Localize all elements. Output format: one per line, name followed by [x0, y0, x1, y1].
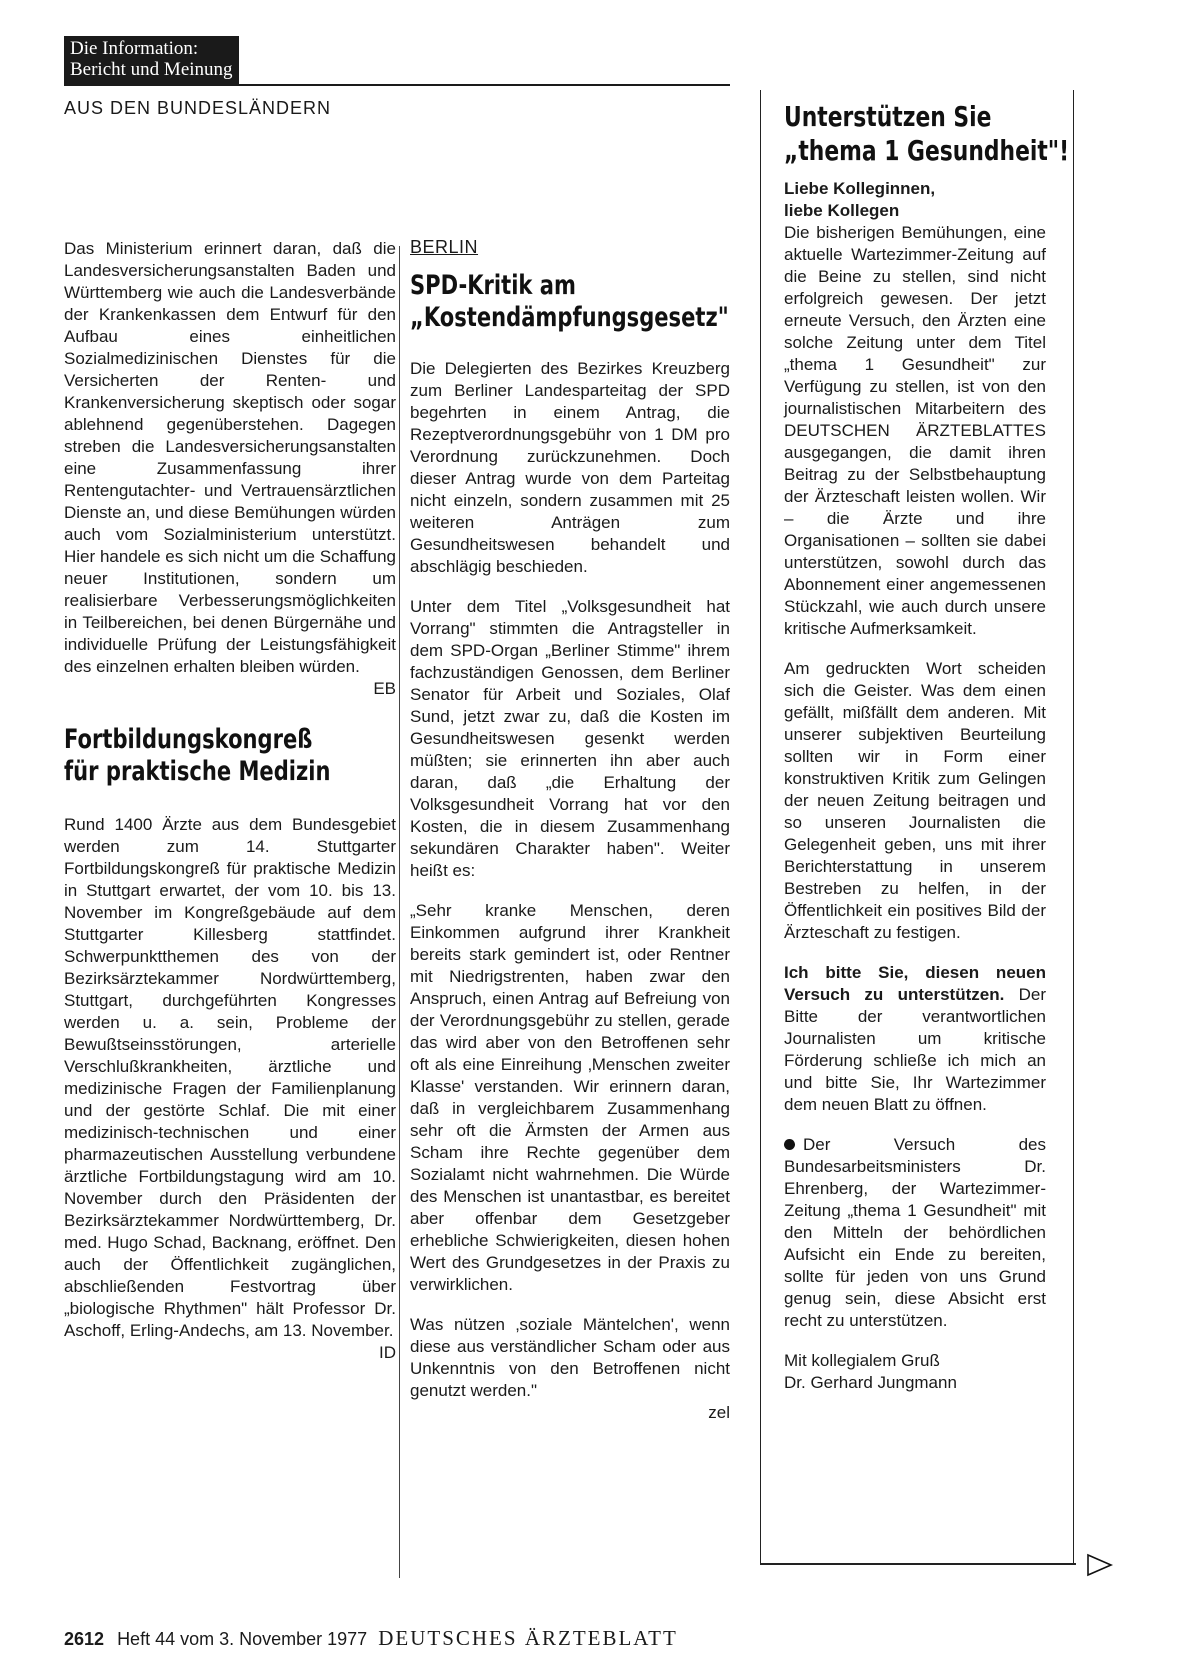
masthead: DEUTSCHES ÄRZTEBLATT: [378, 1626, 678, 1650]
section-label: AUS DEN BUNDESLÄNDERN: [64, 98, 332, 118]
signoff-eb: [64, 678, 396, 700]
rubric-line-1: Die Information:: [70, 38, 199, 59]
signoff-zel: [410, 1402, 730, 1424]
salutation: [784, 178, 1046, 222]
article-headline-congress: [64, 724, 396, 788]
appeal-request: Ich bitte Sie, diesen neuen Versuch zu unterstützen.: [784, 963, 1046, 1004]
issue-info: Heft 44 vom 3. November 1977: [117, 1629, 368, 1649]
appeal-headline: [784, 100, 1070, 168]
appeal-paragraph-2: Am gedruckten Wort scheiden sich die Geister. Was dem einen gefällt, mißfällt dem anderen. Mit unserer subjektiven Beurteilung sollten wir in Form einer konstruktiven Kritik zum Gelingen der neuen Zeitung beitragen und so unseren Journalisten die Gelegenheit geben, uns mit ihrer Berichterstattung in unserem Bestreben zu helfen, in der Öffentlichkeit ein positives Bild der Ärzteschaft zu festigen.: [784, 659, 1046, 942]
headline-line-1: SPD-Kritik am: [410, 270, 576, 301]
appeal-paragraph-3: [784, 962, 1046, 1116]
spd-paragraph-2: Unter dem Titel „Volksgesundheit hat Vorrang" stimmten die Antragsteller in dem SPD-Organ „Berliner Stimme" ihrem fachzuständigen Genossen, dem Berliner Senator für Arbeit und Soziales, Olaf Sund, jetzt zwar zu, daß die Kosten im Gesundheitswesen gesenkt werden müßten; sie erinnerten ihn aber auch daran, daß „die Erhaltung der Volksgesundheit Vorrang hat vor den Kosten, die in diesem Zusammenhang sekundären Charakter haben". Weiter heißt es:: [410, 597, 730, 880]
congress-paragraph: Rund 1400 Ärzte aus dem Bundesgebiet werden zum 14. Stuttgarter Fortbildungskongreß für praktische Medizin in Stuttgart erwartet, der vom 10. bis 13. November im Kongreßgebäude auf dem Stuttgarter Killesberg stattfindet. Schwerpunktthemen des von der Bezirksärztekammer Nordwürttemberg, Stuttgart, durchgeführten Kongresses werden u. a. sein, Probleme der Bewußtseinsstörungen, arterielle Verschlußkrankheiten, ärztliche und medizinische Fragen der Familienplanung und der gestörte Schlaf. Die mit einer medizinisch-technischen und einer pharmazeutischen Ausstellung verbundene ärztliche Fortbildungstagung wird am 10. November durch den Präsidenten der Bezirksärztekammer Nordwürttemberg, Dr. med. Hugo Schad, Backnang, eröffnet. Den auch der Öffentlichkeit zugänglichen, abschließenden Festvortrag über „biologische Rhythmen" hält Professor Dr. Aschoff, Erling-Andechs, am 13. November.: [64, 815, 396, 1340]
author-initials: ID: [379, 1343, 396, 1362]
spd-paragraph-1: Die Delegierten des Bezirkes Kreuzberg zum Berliner Landesparteitag der SPD begehrten in einem Antrag, die Rezeptverordnungsgebühr von 1 DM pro Verordnung zurückzunehmen. Doch dieser Antrag wurde von dem Parteitag nicht einzeln, sondern zusammen mit 25 weiteren Anträgen zum Gesundheitswesen behandelt und abschlägig beschieden.: [410, 359, 730, 576]
appeal-box-bottom-rule: [760, 1563, 1076, 1565]
ministry-paragraph: Das Ministerium erinnert daran, daß die Landesversicherungsanstalten Baden und Württemberg wie auch die Landesverbände der Krankenkassen dem Entwurf für den Aufbau eines einheitlichen Sozialmedizinischen Dienstes für die Versicherten der Renten- und Krankenversicherung skeptisch oder sogar ablehnend gegenüberstehen. Dagegen streben die Landesversicherungsanstalten eine Zusammenfassung ihrer Rentengutachter- und Vertrauensärztlichen Dienste an, und diese Bemühungen würden auch vom Sozialministerium unterstützt. Hier handele es sich nicht um die Schaffung neuer Institutionen, sondern um realisierbare Verbesserungsmöglichkeiten in Teilbereichen, bei denen Bürgernähe und individuelle Prüfung der Leistungsfähigkeit des einzelnen erhalten bleiben würden.: [64, 239, 396, 676]
author-initials: EB: [373, 679, 396, 698]
headline-line-1: Unterstützen Sie: [784, 100, 992, 133]
spd-paragraph-4: Was nützen ‚soziale Mäntelchen', wenn diese aus verständlicher Scham oder aus Unkenntnis von den Betroffenen nicht genutzt werden.": [410, 1315, 730, 1400]
headline-line-1: Fortbildungskongreß: [64, 724, 313, 755]
appeal-request-rest: Der Bitte der verantwortlichen Journalisten um kritische Förderung schließe ich mich an und bitte Sie, Ihr Wartezimmer dem neuen Blatt zu öffnen.: [784, 985, 1047, 1114]
page-footer: [64, 1626, 678, 1651]
headline-line-2: „Kostendämpfungsgesetz": [410, 302, 729, 333]
continue-arrow-icon: [1086, 1553, 1114, 1577]
signoff-id: [64, 1342, 396, 1364]
article-kicker-berlin: BERLIN: [410, 237, 479, 257]
closing: Mit kollegialem Gruß: [784, 1351, 940, 1370]
salutation-line-1: Liebe Kolleginnen,: [784, 179, 936, 198]
signature: Dr. Gerhard Jungmann: [784, 1373, 957, 1392]
appeal-paragraph-4: [784, 1134, 1046, 1332]
column-middle: [410, 236, 730, 1424]
rubric-line-2: Bericht und Meinung: [70, 59, 233, 80]
headline-line-2: „thema 1 Gesundheit"!: [784, 134, 1070, 167]
column-left: [64, 238, 396, 1364]
article-headline-spd: [410, 270, 729, 334]
page-number: 2612: [64, 1629, 105, 1649]
column-divider: [399, 246, 400, 1578]
appeal-paragraph-4-text: Der Versuch des Bundesarbeitsministers Dr. Ehrenberg, der Wartezimmer-Zeitung „thema 1 Gesundheit" mit den Mitteln der behördlichen Aufsicht ein Ende zu bereiten, sollte für jeden von uns Grund genug sein, diese Absicht erst recht zu unterstützen.: [784, 1135, 1046, 1330]
author-initials: zel: [708, 1403, 730, 1422]
rubric-badge: [64, 36, 239, 84]
bullet-icon: [784, 1139, 795, 1150]
headline-line-2: für praktische Medizin: [64, 756, 331, 787]
appeal-box: [784, 100, 1070, 1394]
top-rule: [64, 84, 730, 86]
salutation-line-2: liebe Kollegen: [784, 201, 900, 220]
spd-quote-paragraph: „Sehr kranke Menschen, deren Einkommen aufgrund ihrer Krankheit bereits stark gemindert ist, oder Rentner mit Niedrigstrenten, haben zwar den Anspruch, einen Antrag auf Befreiung von der Verordnungsgebühr zu stellen, gerade das wird aber von den Betroffenen sehr oft als eine Einreihung ‚Menschen zweiter Klasse' verstanden. Wir erinnern daran, daß in vergleichbarem Zusammenhang sehr oft die Ärmsten der Armen aus Scham ihre Rechte gegenüber dem Sozialamt nicht wahrnehmen. Die Würde des Menschen ist unantastbar, es bereitet aber offenbar dem Gesetzgeber erhebliche Schwierigkeiten, diesen hohen Wert des Grundgesetzes in der Praxis zu verwirklichen.: [410, 901, 730, 1294]
appeal-paragraph-1: Die bisherigen Bemühungen, eine aktuelle Wartezimmer-Zeitung auf die Beine zu stellen, sind nicht erfolgreich gewesen. Der jetzt erneute Versuch, den Ärzten eine solche Zeitung unter dem Titel „thema 1 Gesundheit" zur Verfügung zu stellen, ist von den journalistischen Mitarbeitern des DEUTSCHEN ÄRZTEBLATTES ausgegangen, die damit ihren Beitrag zu der Selbstbehauptung der Ärzteschaft leisten wollen. Wir – die Ärzte und ihre Organisationen – sollten sie dabei unterstützen, sowohl durch das Abonnement einer angemessenen Stückzahl, wie auch durch unsere kritische Aufmerksamkeit.: [784, 223, 1046, 638]
